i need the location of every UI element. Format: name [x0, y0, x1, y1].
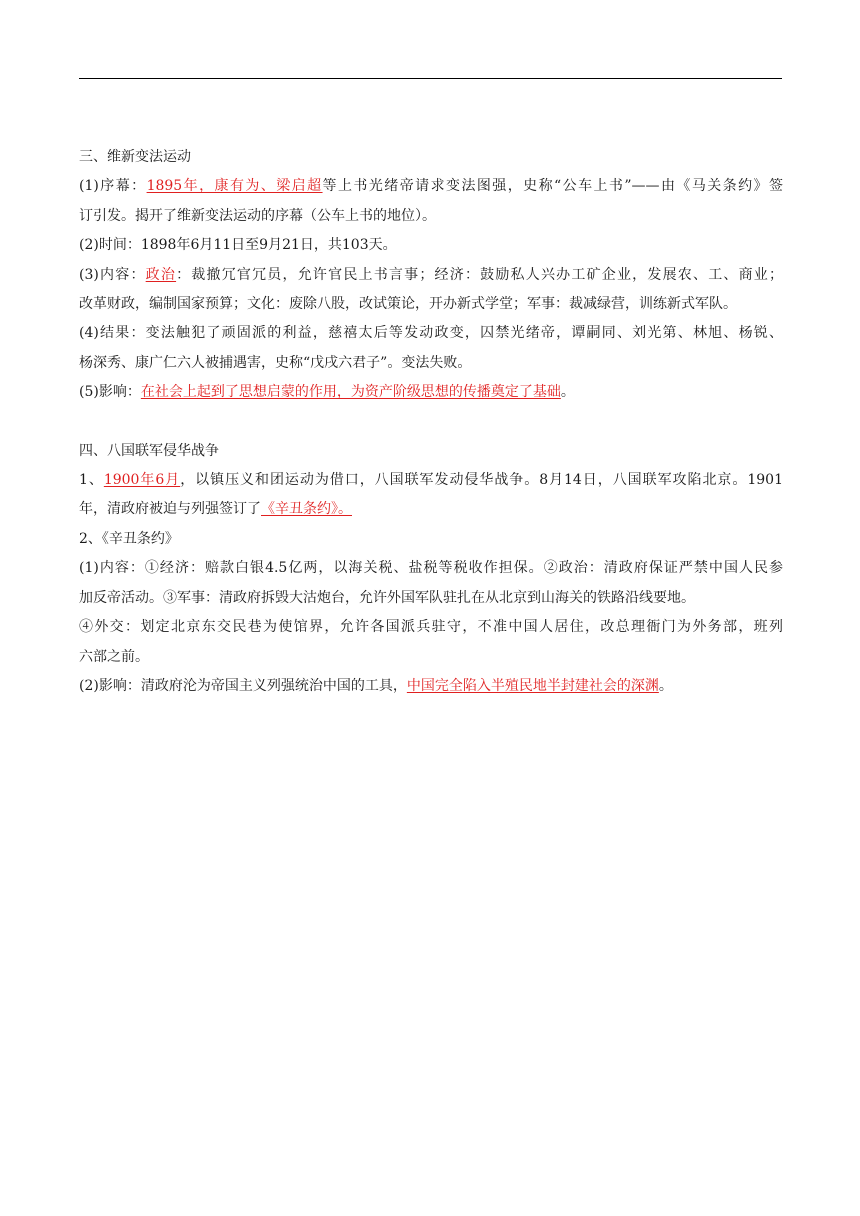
reform-content-line-1 — [79, 261, 783, 290]
eight-nation-p1-line-1 — [79, 466, 783, 495]
eight-nation-p1-line-2 — [79, 495, 783, 524]
reform-prelude-label: (1)序幕： — [79, 178, 147, 195]
reform-content-line-2: 改革财政，编制国家预算；文化：废除八股，改试策论，开办新式学堂；军事：裁减绿营，训练新式军队。 — [79, 296, 737, 313]
reform-result-line-1: (4)结果：变法触犯了顽固派的利益，慈禧太后等发动政变，囚禁光绪帝，谭嗣同、刘光第、林旭、杨锐、 — [79, 325, 783, 342]
treaty-content-line-3: ④外交：划定北京东交民巷为使馆界，允许各国派兵驻守，不准中国人居住，改总理衙门为外务部，班列 — [79, 619, 783, 636]
header-rule — [79, 78, 782, 79]
treaty-name-highlight: 《辛丑条约》。 — [261, 501, 352, 518]
treaty-impact-highlight: 中国完全陷入半殖民地半封建社会的深渊 — [406, 677, 659, 694]
reform-content-highlight: 政治 — [145, 266, 177, 283]
reform-content-text-a: ：裁撤冗官冗员，允许官民上书言事；经济：鼓励私人兴办工矿企业，发展农、工、商业； — [176, 266, 784, 283]
eight-nation-date-highlight: 1900年6月 — [103, 472, 181, 489]
treaty-impact-end: 。 — [658, 677, 673, 694]
reform-prelude-highlight: 1895年，康有为、梁启超 — [146, 178, 323, 195]
section-gap — [79, 408, 783, 437]
treaty-subheading: 2、《辛丑条约》 — [79, 530, 179, 547]
treaty-impact-label: (2)影响：清政府沦为帝国主义列强统治中国的工具， — [79, 677, 407, 694]
document-body — [79, 143, 783, 701]
reform-impact-line — [79, 378, 783, 407]
treaty-content-line-4: 六部之前。 — [79, 648, 149, 665]
reform-prelude-line-2: 订引发。揭开了维新变法运动的序幕（公车上书的地位）。 — [79, 207, 436, 224]
eight-nation-p1-text-b: 年，清政府被迫与列强签订了 — [79, 501, 261, 518]
reform-impact-highlight: 在社会上起到了思想启蒙的作用，为资产阶级思想的传播奠定了基础 — [140, 384, 561, 401]
reform-result-line-2: 杨深秀、康广仁六人被捕遇害，史称“戊戌六君子”。变法失败。 — [79, 354, 472, 371]
reform-time-line: (2)时间：1898年6月11日至9月21日，共103天。 — [79, 237, 397, 254]
section-heading-reform: 三、维新变法运动 — [79, 149, 191, 165]
treaty-content-line-1: (1)内容：①经济：赔款白银4.5亿两，以海关税、盐税等税收作担保。②政治：清政府保证严禁中国人民参 — [79, 560, 783, 577]
reform-impact-end: 。 — [560, 384, 575, 401]
reform-impact-label: (5)影响： — [79, 384, 141, 401]
eight-nation-p1-text-a: ，以镇压义和团运动为借口，八国联军发动侵华战争。8月14日，八国联军攻陷北京。1901 — [180, 472, 783, 489]
treaty-impact-line — [79, 672, 783, 701]
reform-content-label: (3)内容： — [79, 266, 146, 283]
reform-prelude-text-a: 等上书光绪帝请求变法图强，史称“公车上书”——由《马关条约》签 — [322, 178, 783, 195]
treaty-content-line-2: 加反帝活动。③军事：清政府拆毁大沽炮台，允许外国军队驻扎在从北京到山海关的铁路沿线要地。 — [79, 589, 695, 606]
section-heading-eight-nation: 四、八国联军侵华战争 — [79, 442, 219, 459]
reform-prelude-line-1 — [79, 172, 783, 201]
eight-nation-p1-label: 1、 — [79, 472, 104, 489]
